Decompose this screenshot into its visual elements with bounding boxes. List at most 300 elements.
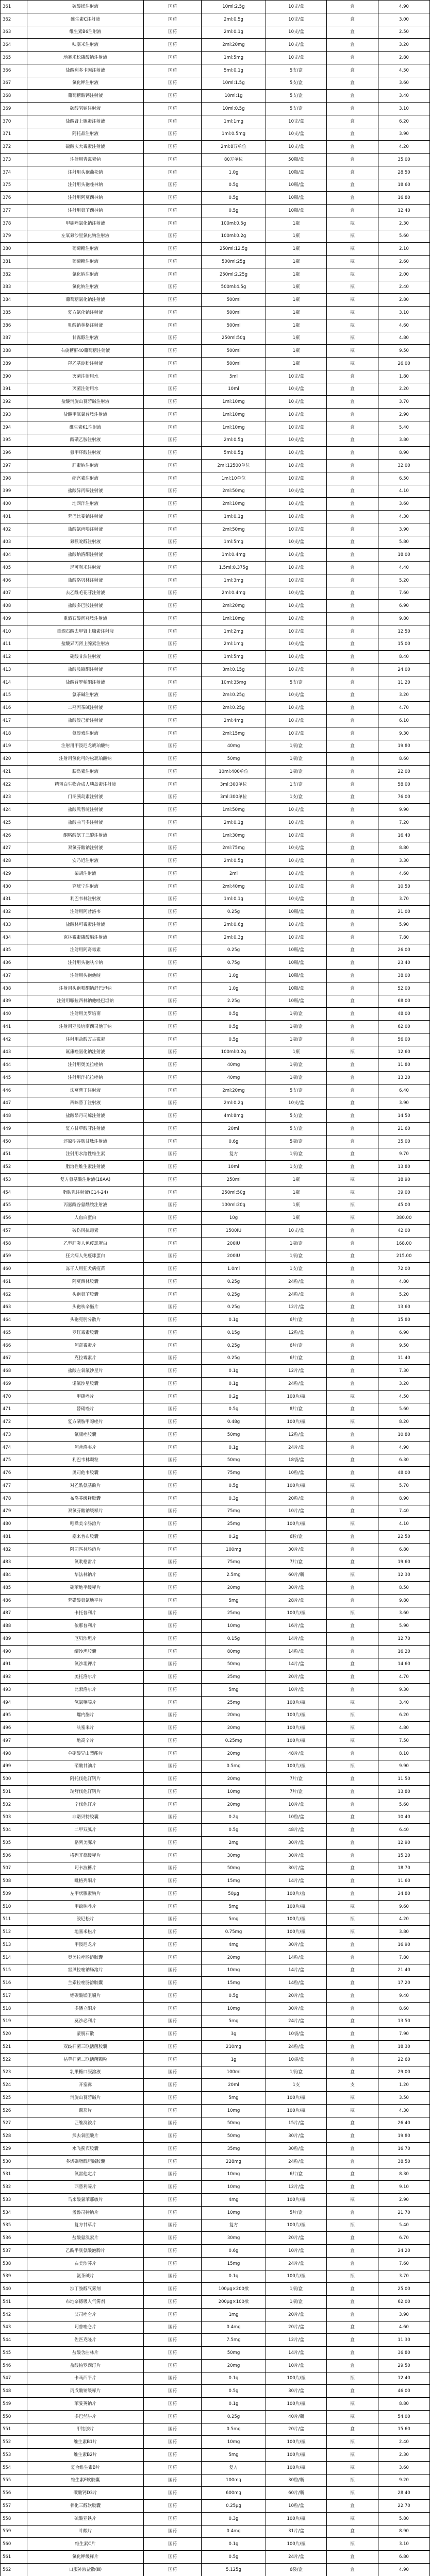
table-cell: 500ml	[202, 345, 266, 357]
table-cell: 506	[1, 1850, 27, 1862]
table-cell: 10片/盒	[266, 1684, 327, 1696]
table-cell: 注射用阿莫西林钠	[27, 192, 144, 204]
table-cell: 531	[1, 2168, 27, 2181]
table-cell: 10支/盒	[266, 128, 327, 141]
table-cell: 13.50	[378, 2015, 430, 2028]
table-cell: 双氯芬酸钠注射液	[27, 842, 144, 855]
table-cell: 国药	[144, 13, 202, 26]
table-cell: 奥司他韦胶囊	[27, 1467, 144, 1479]
table-cell: 瑞舒伐他汀钙片	[27, 1786, 144, 1798]
table-cell: 5.40	[378, 421, 430, 434]
table-row	[1, 2321, 430, 2334]
table-cell: 445	[1, 1072, 27, 1084]
table-row	[1, 1646, 430, 1658]
table-cell: 20片/盒	[266, 2424, 327, 2436]
table-cell: 382	[1, 268, 27, 281]
table-cell: 瓶	[327, 1391, 378, 1403]
table-cell: 瓶	[327, 1913, 378, 1926]
table-cell: 80万单位	[202, 154, 266, 166]
table-row	[1, 664, 430, 676]
table-cell: 3.10	[378, 307, 430, 319]
table-cell: 盒	[327, 855, 378, 867]
table-cell: 国药	[144, 1429, 202, 1441]
table-cell: 10支/盒	[266, 472, 327, 485]
table-cell: 20片/盒	[266, 1671, 327, 1683]
table-row	[1, 2398, 430, 2411]
table-cell: 盒	[327, 1773, 378, 1785]
table-row	[1, 880, 430, 893]
table-cell: 40mg	[202, 740, 266, 753]
table-cell: 456	[1, 1212, 27, 1224]
table-row	[1, 52, 430, 64]
table-row	[1, 1467, 430, 1480]
table-cell: 国药	[144, 256, 202, 268]
table-cell: 瓶	[327, 2487, 378, 2499]
table-cell: 1瓶/盒	[266, 766, 327, 778]
table-cell: 复方	[202, 2462, 266, 2474]
table-cell: 盒	[327, 727, 378, 740]
table-cell: 盒	[327, 1378, 378, 1390]
table-cell: 14片/盒	[266, 2347, 327, 2359]
table-cell: 国药	[144, 1977, 202, 1989]
table-cell: 盒	[327, 1964, 378, 1977]
table-cell: 373	[1, 154, 27, 166]
table-cell: 1ml:3mg	[202, 574, 266, 587]
table-cell: 叶酸片	[27, 2526, 144, 2538]
table-cell: 盒	[327, 970, 378, 982]
table-cell: 2ml	[202, 868, 266, 880]
table-cell: 22.00	[378, 766, 430, 778]
table-cell: 盒	[327, 115, 378, 128]
table-cell: 盒	[327, 715, 378, 727]
table-cell: 0.25μg	[202, 2500, 266, 2512]
table-cell: 盐酸溴己新注射液	[27, 715, 144, 727]
table-cell: 盒	[327, 1123, 378, 1135]
table-row	[1, 1595, 430, 1607]
table-cell: 盒	[327, 2564, 378, 2576]
table-cell: 冻干人用狂犬病疫苗	[27, 1263, 144, 1275]
table-row	[1, 1365, 430, 1378]
table-cell: 国药	[144, 1799, 202, 1811]
table-row	[1, 1901, 430, 1913]
table-row	[1, 1582, 430, 1595]
table-cell: 1瓶	[266, 230, 327, 243]
table-cell: 385	[1, 307, 27, 319]
table-cell: 国药	[144, 1097, 202, 1110]
table-cell: 国药	[144, 90, 202, 102]
table-cell: 471	[1, 1403, 27, 1416]
table-cell: 50mg	[202, 2347, 266, 2359]
table-row	[1, 689, 430, 702]
table-cell: 10mg	[202, 1620, 266, 1632]
table-row	[1, 307, 430, 319]
table-cell: 419	[1, 740, 27, 753]
table-cell: 2.5mg	[202, 1569, 266, 1581]
table-cell: 盐酸氯丙嗪注射液	[27, 523, 144, 536]
table-cell: 国药	[144, 740, 202, 753]
table-cell: 2ml:40mg	[202, 880, 266, 893]
table-cell: 注射用头孢哌酮钠舒巴坦钠	[27, 982, 144, 995]
table-cell: 国药	[144, 1250, 202, 1263]
table-cell: 维生素B1片	[27, 2436, 144, 2448]
table-cell: 10支/盒	[266, 1, 327, 13]
table-cell: 1ml:10mg	[202, 396, 266, 408]
table-cell: 3.60	[378, 1607, 430, 1620]
table-row	[1, 2424, 430, 2436]
table-cell: 国药	[144, 1467, 202, 1479]
table-cell: 1瓶	[266, 281, 327, 294]
table-cell: 35mg	[202, 2143, 266, 2155]
table-row	[1, 868, 430, 880]
table-cell: 3.60	[378, 77, 430, 90]
table-cell: 孟鲁司特钠片	[27, 2207, 144, 2219]
table-cell: 盒	[327, 1786, 378, 1798]
table-cell: 500ml	[202, 307, 266, 319]
table-cell: 16.20	[378, 1646, 430, 1658]
table-cell: 水飞蓟宾胶囊	[27, 2143, 144, 2155]
table-cell: 547	[1, 2372, 27, 2385]
table-cell: 10支/盒	[266, 715, 327, 727]
table-cell: 国药	[144, 217, 202, 230]
table-cell: 0.5g	[202, 192, 266, 204]
table-cell: 20片/盒	[266, 1990, 327, 2002]
table-cell: 国药	[144, 1454, 202, 1467]
table-cell: 3ml:300单位	[202, 791, 266, 804]
table-cell: 10支/盒	[266, 1097, 327, 1110]
table-row	[1, 1059, 430, 1072]
table-row	[1, 2117, 430, 2130]
table-cell: 国药	[144, 1301, 202, 1314]
table-row	[1, 740, 430, 753]
table-cell: 10粒/盒	[266, 1811, 327, 1824]
table-cell: 50mg	[202, 2117, 266, 2130]
table-row	[1, 179, 430, 192]
table-cell: 盒	[327, 434, 378, 447]
table-cell: 盐酸曲马多注射液	[27, 817, 144, 829]
table-cell: 250ml:50g	[202, 1187, 266, 1199]
table-cell: 30粒/瓶	[266, 2475, 327, 2487]
table-cell: 国药	[144, 829, 202, 842]
table-cell: 1.0ml	[202, 1263, 266, 1275]
table-cell: 瓶	[327, 294, 378, 306]
table-row	[1, 931, 430, 944]
table-cell: 0.2g	[202, 1391, 266, 1403]
table-cell: 535	[1, 2219, 27, 2232]
table-cell: 国药	[144, 1161, 202, 1173]
table-cell: 盒	[327, 625, 378, 638]
table-cell: 1瓶	[266, 1212, 327, 1224]
table-cell: 国药	[144, 1646, 202, 1658]
table-cell: 安乃近注射液	[27, 855, 144, 867]
table-cell: 492	[1, 1671, 27, 1683]
table-cell: 411	[1, 638, 27, 651]
table-cell: 29.00	[378, 2066, 430, 2079]
table-cell: 488	[1, 1620, 27, 1632]
table-cell: 100ml:0.5g	[202, 217, 266, 230]
table-cell: 瓶	[327, 230, 378, 243]
table-cell: 475	[1, 1454, 27, 1467]
table-cell: 国药	[144, 2360, 202, 2372]
table-row	[1, 1544, 430, 1556]
table-cell: 12粒/盒	[266, 1327, 327, 1339]
table-cell: 1ml:5mg	[202, 651, 266, 663]
table-row	[1, 294, 430, 307]
table-cell: 1瓶	[266, 1174, 327, 1186]
table-cell: 盒	[327, 1442, 378, 1454]
table-cell: 12.30	[378, 1569, 430, 1581]
table-cell: 48片/盒	[266, 1748, 327, 1760]
table-cell: 国药	[144, 1480, 202, 1492]
table-cell: 国药	[144, 460, 202, 472]
table-cell: 518	[1, 2003, 27, 2015]
table-cell: 甲泼尼龙片	[27, 1939, 144, 1951]
table-row	[1, 1913, 430, 1926]
table-cell: 盒	[327, 26, 378, 39]
table-cell: 盒	[327, 1671, 378, 1683]
table-cell: 盒	[327, 1556, 378, 1569]
table-cell: 注射用水溶性维生素	[27, 1148, 144, 1161]
table-cell: 390	[1, 370, 27, 383]
table-cell: 比索洛尔片	[27, 1684, 144, 1696]
table-cell: 501	[1, 1786, 27, 1798]
table-cell: 18.60	[378, 179, 430, 192]
table-cell: 盒	[327, 638, 378, 651]
table-cell: 瓶	[327, 1046, 378, 1059]
table-row	[1, 1493, 430, 1505]
table-cell: 3.20	[378, 39, 430, 51]
table-cell: 丙戊酸钠缓释片	[27, 2385, 144, 2397]
table-cell: 盒	[327, 2066, 378, 2079]
table-cell: 盐酸昂丹司琼注射液	[27, 1110, 144, 1122]
table-row	[1, 676, 430, 689]
table-cell: 414	[1, 676, 27, 689]
table-cell: 4.80	[378, 1276, 430, 1288]
table-cell: 1ml:30mg	[202, 829, 266, 842]
table-cell: 11.40	[378, 1352, 430, 1365]
table-cell: 5.20	[378, 1289, 430, 1301]
table-cell: 多潘立酮片	[27, 2003, 144, 2015]
table-cell: 9.20	[378, 2475, 430, 2487]
table-cell: 401	[1, 511, 27, 523]
table-cell: 氨溴索注射液	[27, 727, 144, 740]
table-cell: 2ml:8万单位	[202, 141, 266, 153]
table-cell: 华法林钠片	[27, 1569, 144, 1581]
table-cell: 盒	[327, 829, 378, 842]
table-cell: 11.60	[378, 1875, 430, 1887]
table-cell: 0.75g	[202, 957, 266, 969]
table-cell: 1ml:5mg	[202, 536, 266, 549]
table-cell: 瓶	[327, 1416, 378, 1428]
table-cell: 盒	[327, 676, 378, 689]
table-cell: 布地奈德吸入气雾剂	[27, 2296, 144, 2308]
table-cell: 10ml:1.5g	[202, 77, 266, 90]
table-row	[1, 1505, 430, 1518]
table-row	[1, 421, 430, 434]
table-cell: 436	[1, 957, 27, 969]
table-cell: 盒	[327, 409, 378, 421]
table-row	[1, 1110, 430, 1123]
table-cell: 16.40	[378, 829, 430, 842]
table-cell: 盒	[327, 880, 378, 893]
table-cell: 1瓶	[266, 1199, 327, 1212]
table-cell: 盒	[327, 472, 378, 485]
table-cell: 国药	[144, 1926, 202, 1938]
table-cell: 10ml	[202, 1161, 266, 1173]
table-cell: 413	[1, 664, 27, 676]
table-cell: 国药	[144, 1709, 202, 1722]
table-cell: 口服补液盐散(Ⅲ)	[27, 2564, 144, 2576]
table-cell: 国药	[144, 817, 202, 829]
table-cell: 瓶	[327, 2372, 378, 2385]
table-cell: 盒	[327, 2321, 378, 2334]
table-cell: 458	[1, 1238, 27, 1250]
table-cell: 呋塞米片	[27, 1722, 144, 1734]
table-cell: 吡格列酮片	[27, 1875, 144, 1887]
table-cell: 2ml:0.4mg	[202, 587, 266, 600]
table-cell: 阿托伐他汀钙片	[27, 1773, 144, 1785]
table-cell: 国药	[144, 2054, 202, 2066]
table-cell: 国药	[144, 778, 202, 791]
table-cell: 403	[1, 536, 27, 549]
table-cell: 盒	[327, 1952, 378, 1964]
table-cell: 注射用阿奇霉素	[27, 944, 144, 957]
table-cell: 12.40	[378, 205, 430, 217]
table-cell: 10支/盒	[266, 141, 327, 153]
table-cell: 514	[1, 1952, 27, 1964]
table-cell: 490	[1, 1646, 27, 1658]
table-cell: 国药	[144, 1607, 202, 1620]
table-cell: 10支/盒	[266, 383, 327, 396]
table-cell: 7.80	[378, 931, 430, 944]
table-cell: 10片/盒	[266, 1505, 327, 1518]
table-cell: 国药	[144, 2500, 202, 2512]
table-cell: 6.40	[378, 1824, 430, 1836]
table-cell: 12.90	[378, 1837, 430, 1849]
table-cell: 364	[1, 39, 27, 51]
table-cell: 9.60	[378, 1901, 430, 1913]
table-cell: 3.40	[378, 1697, 430, 1709]
table-cell: 国药	[144, 1199, 202, 1212]
table-cell: 国药	[144, 281, 202, 294]
table-cell: 瓶	[327, 2436, 378, 2448]
table-cell: 542	[1, 2309, 27, 2321]
table-cell: 国药	[144, 179, 202, 192]
table-cell: 10ml	[202, 383, 266, 396]
table-cell: 盒	[327, 2424, 378, 2436]
table-cell: 538	[1, 2258, 27, 2270]
table-row	[1, 906, 430, 919]
table-cell: 国药	[144, 2372, 202, 2385]
table-cell: 12.50	[378, 625, 430, 638]
table-cell: 尼可刹米注射液	[27, 562, 144, 574]
table-cell: 80mg	[202, 1646, 266, 1658]
table-cell: 克拉霉素片	[27, 1352, 144, 1365]
table-row	[1, 2270, 430, 2283]
table-cell: 11.80	[378, 1059, 430, 1071]
table-cell: 国药	[144, 587, 202, 600]
table-cell: 国药	[144, 1123, 202, 1135]
table-cell: 0.25g	[202, 1276, 266, 1288]
table-cell: 30片/盒	[266, 1544, 327, 1556]
table-cell: 国药	[144, 791, 202, 804]
table-cell: 呋塞米注射液	[27, 39, 144, 51]
table-cell: 10瓶/盒	[266, 995, 327, 1008]
table-cell: 250ml:50g	[202, 332, 266, 345]
table-cell: 20mg	[202, 1582, 266, 1594]
table-row	[1, 2041, 430, 2054]
table-cell: 12片/盒	[266, 2334, 327, 2346]
table-cell: 20粒/盒	[266, 1493, 327, 1505]
table-cell: 盒	[327, 192, 378, 204]
table-row	[1, 2309, 430, 2321]
table-cell: 10瓶/盒	[266, 166, 327, 179]
table-row	[1, 447, 430, 460]
table-cell: 瓶	[327, 2092, 378, 2104]
table-cell: 75mg	[202, 1556, 266, 1569]
table-cell: 盒	[327, 1799, 378, 1811]
table-cell: 格列齐德缓释片	[27, 1850, 144, 1862]
table-cell: 国药	[144, 1289, 202, 1301]
table-cell: 5支/盒	[266, 1110, 327, 1122]
table-row	[1, 1263, 430, 1276]
table-cell: 塞来昔布胶囊	[27, 1531, 144, 1543]
table-row	[1, 1684, 430, 1697]
table-cell: 注射用美罗培南	[27, 1008, 144, 1020]
table-cell: 盒	[327, 1531, 378, 1543]
table-cell: 25mg	[202, 1518, 266, 1530]
table-cell: 387	[1, 332, 27, 345]
table-row	[1, 2207, 430, 2219]
table-cell: 10瓶/盒	[266, 982, 327, 995]
table-cell: 3.80	[378, 1926, 430, 1938]
table-cell: 503	[1, 1811, 27, 1824]
table-cell: 12片/盒	[266, 1301, 327, 1314]
table-cell: 注射用青霉素钠	[27, 154, 144, 166]
table-cell: 国药	[144, 511, 202, 523]
table-cell: 国药	[144, 2117, 202, 2130]
table-cell: 100片/瓶	[266, 2092, 327, 2104]
table-cell: 2.50	[378, 26, 430, 39]
table-cell: 528	[1, 2130, 27, 2142]
table-cell: 硝酸甘油注射液	[27, 651, 144, 663]
table-cell: 7.90	[378, 2028, 430, 2040]
table-cell: 国药	[144, 855, 202, 867]
table-cell: 1ml:10mg	[202, 613, 266, 625]
table-cell: 国药	[144, 39, 202, 51]
table-cell: 24片/盒	[266, 1442, 327, 1454]
table-cell: 10瓶/盒	[266, 944, 327, 957]
table-cell: 国药	[144, 2156, 202, 2168]
table-row	[1, 128, 430, 141]
table-cell: 39.00	[378, 1187, 430, 1199]
table-cell: 250ml:2.25g	[202, 268, 266, 281]
table-cell: 428	[1, 855, 27, 867]
table-cell: 100片/瓶	[266, 1901, 327, 1913]
table-cell: 1ml:0.4mg	[202, 549, 266, 561]
table-cell: 右旋糖酐40葡萄糖注射液	[27, 345, 144, 357]
table-cell: 3.10	[378, 2538, 430, 2550]
table-row	[1, 2015, 430, 2028]
table-cell: 人血白蛋白	[27, 1212, 144, 1224]
table-cell: 国药	[144, 1748, 202, 1760]
table-cell: 盐酸消旋山莨菪碱注射液	[27, 396, 144, 408]
table-cell: 30片/盒	[266, 1850, 327, 1862]
table-row	[1, 2296, 430, 2309]
table-cell: 372	[1, 141, 27, 153]
table-cell: 25mg	[202, 1607, 266, 1620]
table-cell: 左氧氟沙星氯化钠注射液	[27, 230, 144, 243]
table-row	[1, 1888, 430, 1901]
